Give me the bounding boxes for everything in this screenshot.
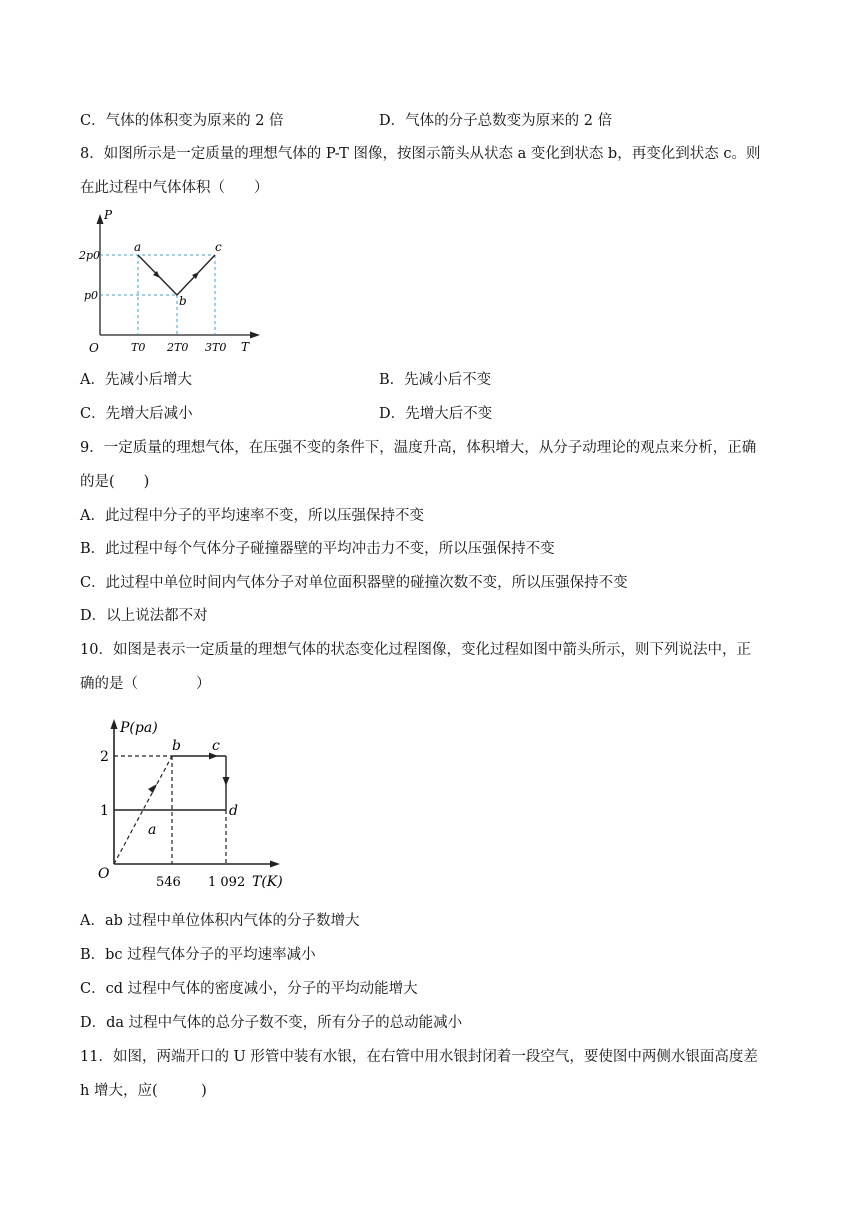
q8-tick-3t0: 3T0 — [205, 341, 227, 354]
q9-option-a: A．此过程中分子的平均速率不变，所以压强保持不变 — [80, 508, 424, 524]
q10-stem-line-1: 10．如图是表示一定质量的理想气体的状态变化过程图像，变化过程如图中箭头所示，则下列说法中，正 — [80, 642, 751, 658]
q8-tick-p0: p0 — [84, 289, 99, 302]
q8-pt-graph — [78, 205, 268, 360]
q10-tick-546: 546 — [156, 875, 181, 890]
q8-x-axis-label: T — [241, 340, 250, 354]
q8-process-path — [138, 255, 215, 295]
q10-origin-label: O — [98, 866, 110, 882]
q9-option-b: B．此过程中每个气体分子碰撞器壁的平均冲击力不变，所以压强保持不变 — [80, 541, 555, 557]
q8-stem-line-2: 在此过程中气体体积（ ） — [80, 180, 269, 196]
q10-point-d: d — [229, 803, 238, 819]
q8-option-d: D．先增大后不变 — [379, 406, 493, 422]
q9-option-d: D．以上说法都不对 — [80, 608, 208, 624]
q10-y-axis-label: P(pa) — [120, 720, 158, 736]
q7-option-d: D．气体的分子总数变为原来的 2 倍 — [379, 113, 613, 129]
q10-point-c: c — [212, 738, 220, 754]
q9-stem-line-2: 的是( ) — [80, 474, 150, 490]
q11-stem-line-2: h 增大，应( ) — [80, 1083, 207, 1099]
q8-option-c: C．先增大后减小 — [80, 406, 193, 422]
q10-option-a: A．ab 过程中单位体积内气体的分子数增大 — [80, 913, 360, 929]
q9-option-c: C．此过程中单位时间内气体分子对单位面积器壁的碰撞次数不变，所以压强保持不变 — [80, 575, 628, 591]
q10-option-d: D．da 过程中气体的总分子数不变，所有分子的总动能减小 — [80, 1015, 463, 1031]
q10-y-axis-arrow — [111, 719, 118, 729]
q8-y-axis-arrow — [97, 214, 104, 224]
q7-option-c: C．气体的体积变为原来的 2 倍 — [80, 113, 284, 129]
q8-x-axis-arrow — [250, 332, 260, 339]
q8-tick-2p0: 2p0 — [79, 249, 101, 262]
q10-arrow-cd — [223, 777, 230, 786]
q8-guide-lines — [100, 255, 215, 335]
q10-tick-2: 2 — [100, 749, 109, 765]
q10-x-axis-label: T(K) — [252, 874, 283, 890]
q8-point-c: c — [215, 240, 222, 254]
q10-stem-line-2: 确的是（ ） — [80, 676, 211, 692]
q10-tick-1092: 1 092 — [208, 875, 246, 890]
q8-tick-t0: T0 — [131, 341, 146, 354]
q10-pt-graph — [96, 712, 296, 892]
q10-point-b: b — [172, 738, 181, 754]
q10-x-axis-arrow — [270, 861, 280, 868]
q8-y-axis-label: P — [104, 208, 113, 222]
q8-point-a: a — [134, 240, 142, 254]
q10-option-c: C．cd 过程中气体的密度减小，分子的平均动能增大 — [80, 981, 418, 997]
q8-option-a: A．先减小后增大 — [80, 372, 192, 388]
q8-point-b: b — [179, 294, 187, 308]
q9-stem-line-1: 9．一定质量的理想气体，在压强不变的条件下，温度升高，体积增大，从分子动理论的观点来分析，正确 — [80, 440, 757, 456]
q10-tick-1: 1 — [100, 803, 109, 819]
q8-stem-line-1: 8．如图所示是一定质量的理想气体的 P-T 图像，按图示箭头从状态 a 变化到状态 b，再变化到状态 c。则 — [80, 146, 761, 162]
q10-option-b: B．bc 过程气体分子的平均速率减小 — [80, 947, 316, 963]
q10-arrow-ab — [148, 784, 157, 793]
q8-tick-2t0: 2T0 — [167, 341, 189, 354]
q8-option-b: B．先减小后不变 — [379, 372, 492, 388]
q11-stem-line-1: 11．如图，两端开口的 U 形管中装有水银，在右管中用水银封闭着一段空气，要使图中两侧水银面高度差 — [80, 1049, 758, 1065]
q8-origin-label: O — [89, 341, 99, 355]
q10-point-a: a — [148, 822, 157, 838]
